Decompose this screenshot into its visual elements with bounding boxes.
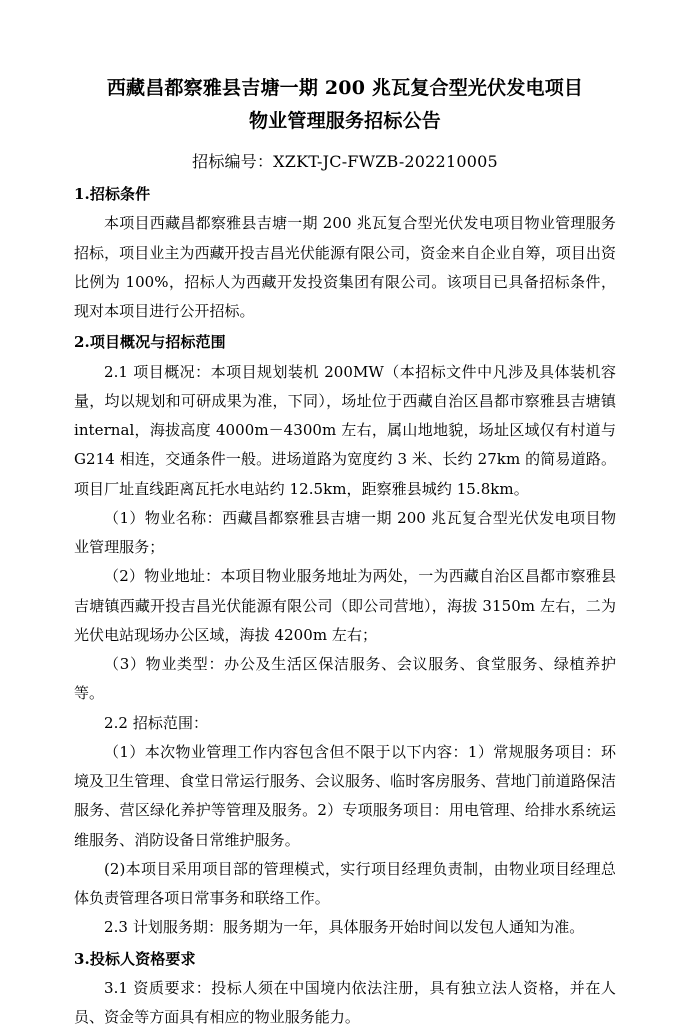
page-title — [74, 72, 616, 139]
section-2 — [74, 328, 616, 942]
page-title-line-1: 西藏昌都察雅县吉塘一期 200 兆瓦复合型光伏发电项目 — [106, 77, 584, 99]
section-1-heading: 1.招标条件 — [74, 185, 151, 204]
section-2-paragraph-7: (2)本项目采用项目部的管理模式，实行项目经理负责制，由物业项目经理总体负责管理各项日常事务和联络工作。 — [74, 859, 616, 908]
bid-number: 招标编号：XZKT-JC-FWZB-202210005 — [192, 151, 498, 171]
section-3 — [74, 945, 616, 1032]
section-2-paragraph-5: 2.2 招标范围： — [104, 713, 209, 732]
section-3-paragraph-1: 3.1 资质要求：投标人须在中国境内依法注册，具有独立法人资格，并在人员、资金等方面具有相应的物业服务能力。 — [74, 978, 616, 1027]
section-2-paragraph-2: （1）物业名称：西藏昌都察雅县吉塘一期 200 兆瓦复合型光伏发电项目物业管理服务； — [74, 508, 616, 557]
section-1-paragraph-1: 本项目西藏昌都察雅县吉塘一期 200 兆瓦复合型光伏发电项目物业管理服务招标，项目业主为西藏开投吉昌光伏能源有限公司，资金来自企业自筹，项目出资比例为 100%，招标人为西藏开发投资集团有限公司。该项目已具备招标条件，现对本项目进行公开招标。 — [74, 214, 616, 321]
section-2-paragraph-6: （1）本次物业管理工作内容包含但不限于以下内容：1）常规服务项目：环境及卫生管理、食堂日常运行服务、会议服务、临时客房服务、营地门前道路保洁服务、营区绿化养护等管理及服务。2）专项服务项目：用电管理、给排水系统运维服务、消防设备日常维护服务。 — [74, 742, 616, 849]
section-3-heading: 3.投标人资格要求 — [74, 949, 196, 968]
section-2-paragraph-4: （3）物业类型：办公及生活区保洁服务、会议服务、食堂服务、绿植养护等。 — [74, 655, 616, 703]
section-1 — [74, 180, 616, 326]
section-2-heading: 2.项目概况与招标范围 — [74, 333, 226, 352]
page-title-line-2: 物业管理服务招标公告 — [248, 110, 441, 133]
section-2-paragraph-1: 2.1 项目概况：本项目规划装机 200MW（本招标文件中凡涉及具体装机容量，均以规划和可研成果为准，下同），场址位于西藏自治区昌都市察雅县吉塘镇internal，海拔高度 4000m－4300m 左右，属山地地貌，场址区域仅有村道与 G214 相连，交通条件一般。进场道路为宽度约 3 米、长约 27km 的简易道路。项目厂址直线距离瓦托水电站约 12.5km，距察雅县城约 15.8km。 — [74, 362, 616, 498]
section-2-paragraph-3: （2）物业地址：本项目物业服务地址为两处，一为西藏自治区昌都市察雅县吉塘镇西藏开投吉昌光伏能源有限公司（即公司营地），海拔 3150m 左右，二为光伏电站现场办公区域，海拔 4200m 左右； — [74, 567, 616, 644]
section-2-paragraph-8: 2.3 计划服务期：服务期为一年，具体服务开始时间以发包人通知为准。 — [104, 918, 585, 937]
